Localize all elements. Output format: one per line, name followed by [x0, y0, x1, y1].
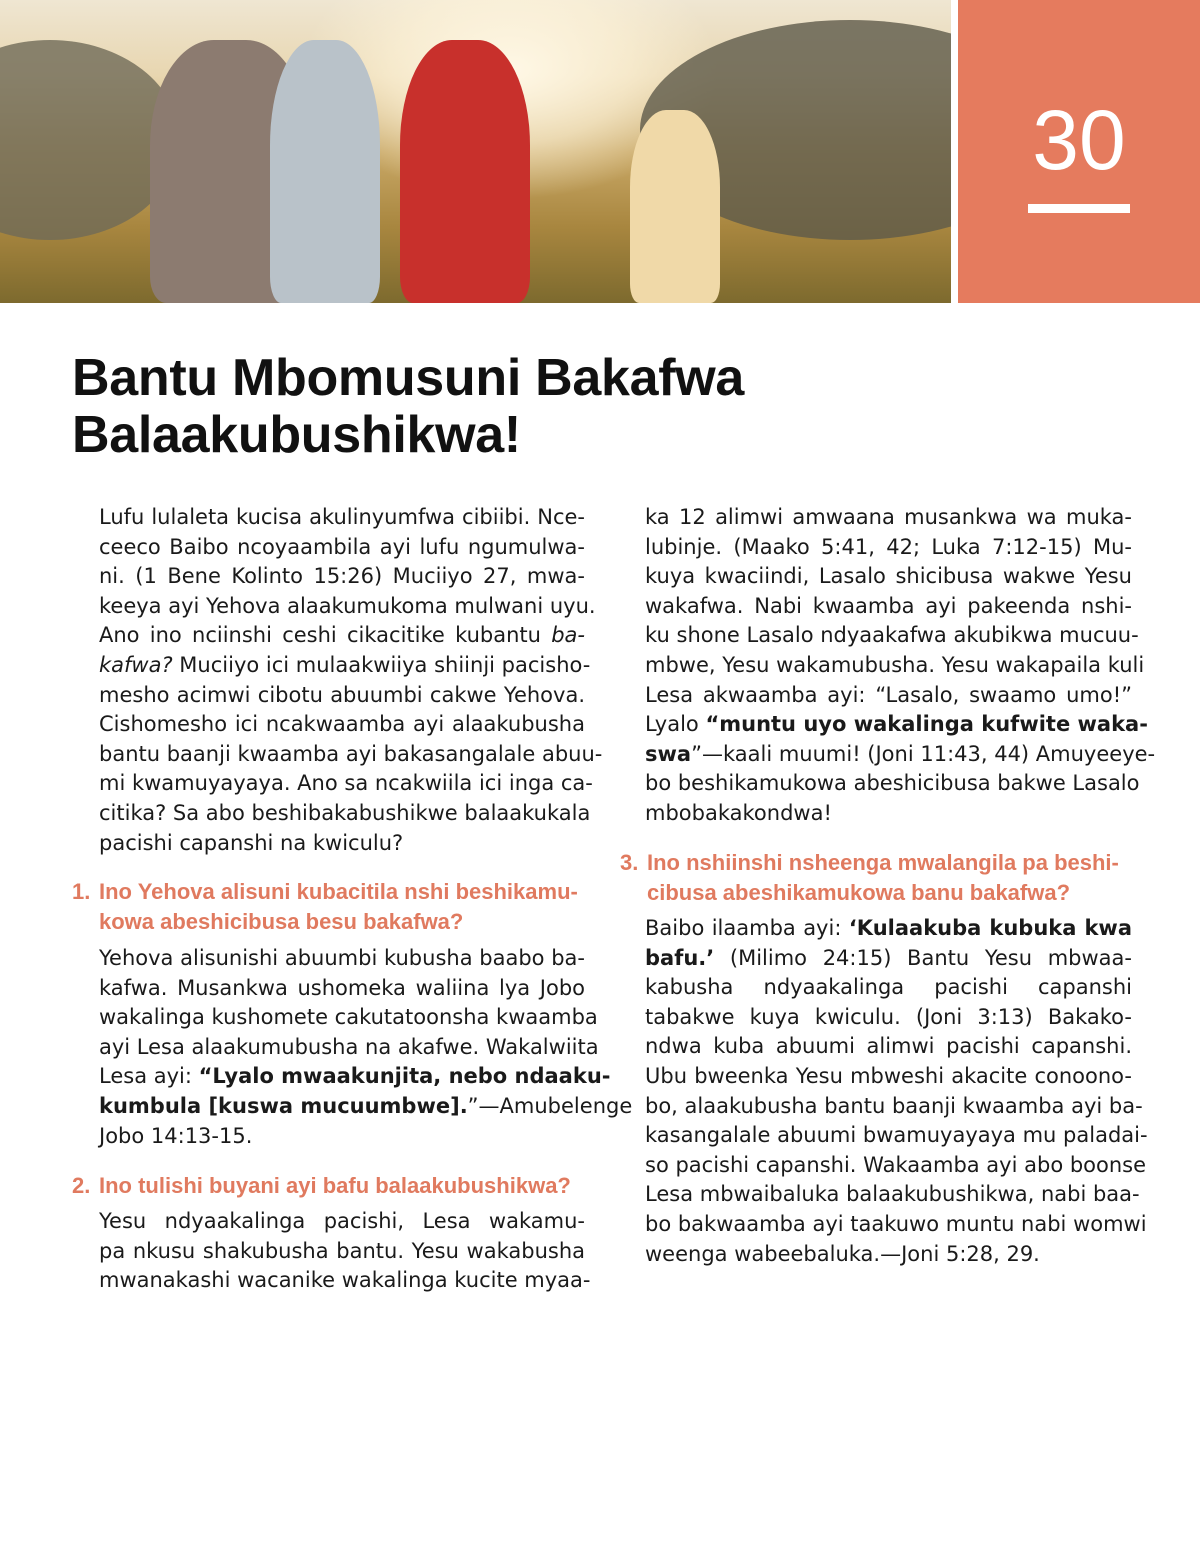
text-line: [99, 944, 585, 974]
text-line: [99, 740, 603, 770]
text-segment: ceeco Baibo ncoyaambila ayi lufu ngumulwa-: [99, 534, 585, 559]
figure-son: [270, 40, 380, 303]
text-line: [645, 710, 1148, 740]
text-line: [99, 1266, 591, 1296]
text-segment: ni. (1 Bene Kolinto 15:26) Muciiyo 27, mwa-: [99, 564, 585, 589]
bold-quote-text: swa: [645, 741, 692, 766]
text-segment: kasangalale abuumi bwamuyayaya mu paladai-: [645, 1123, 1148, 1148]
text-segment: Jobo 14:13-15.: [99, 1123, 253, 1148]
text-segment: ”—kaali muumi! (Joni 11:43, 44) Amuyeeye-: [691, 741, 1156, 766]
text-segment: mwanakashi wacanike wakalinga kucite myaa-: [99, 1268, 591, 1293]
text-segment: citika? Sa abo beshibakabushikwe balaakukala: [99, 800, 591, 825]
text-segment: pa nkusu shakubusha bantu. Yesu wakabusha: [99, 1238, 585, 1263]
bold-quote-text: kumbula [kuswa mucuumbwe].: [99, 1093, 468, 1118]
bold-quote-text: bafu.’: [645, 945, 715, 970]
text-line: [99, 681, 585, 711]
text-segment: wakafwa. Nabi kwaamba ayi pakeenda nshi-: [645, 593, 1132, 618]
page-title: [72, 350, 744, 464]
page-title-line: Balaakubushikwa!: [72, 406, 521, 464]
text-line: [99, 503, 585, 533]
text-line: [645, 503, 1132, 533]
text-line: [99, 799, 591, 829]
bold-quote-text: “Lyalo mwaakunjita, nebo ndaaku-: [198, 1064, 611, 1089]
text-line: [645, 1210, 1147, 1240]
text-segment: wakalinga kushomete cakutatoonsha kwaamba: [99, 1005, 598, 1030]
text-segment: lubinje. (Maako 5:41, 42; Luka 7:12-15) Mu-: [645, 534, 1132, 559]
answer-paragraph-2: [99, 1207, 591, 1296]
text-segment: Yesu ndyaakalinga pacishi, Lesa wakamu-: [99, 1209, 585, 1233]
question-text-line: cibusa abeshikamukowa banu bakafwa?: [647, 879, 1071, 905]
text-line: [99, 592, 596, 622]
question-text-line: Ino Yehova alisuni kubacitila nshi beshikamu-: [99, 879, 578, 904]
text-segment: Ano ino nciinshi ceshi cikacitike kubantu: [99, 623, 552, 648]
text-line: [645, 592, 1132, 622]
text-segment: Lesa ayi:: [99, 1064, 199, 1089]
question-text-line: Ino tulishi buyani ayi bafu balaakubushikwa?: [99, 1173, 571, 1198]
text-segment: ku shone Lasalo ndyaakafwa akubikwa mucuu-: [645, 623, 1139, 648]
text-segment: bo bakwaamba ayi taakuwo muntu nabi womwi: [645, 1211, 1147, 1236]
text-segment: Baibo ilaamba ayi:: [645, 916, 849, 940]
figure-daughter: [630, 110, 720, 303]
text-line: [645, 914, 1132, 944]
text-segment: mi kwamuyayaya. Ano sa ncakwiila ici inga ca-: [99, 771, 593, 796]
text-line: [99, 533, 585, 563]
text-segment: Ubu bweenka Yesu mbweshi akacite conoono-: [645, 1063, 1132, 1088]
text-line: [645, 1240, 1132, 1270]
answer-paragraph-3: [645, 914, 1148, 1269]
text-segment: ayi Lesa alaakumubusha na akafwe. Wakalwiita: [99, 1034, 599, 1059]
text-segment: mbwe, Yesu wakamubusha. Yesu wakapaila kuli: [645, 652, 1145, 677]
question-number: 3.: [620, 850, 639, 875]
text-line: [645, 1003, 1132, 1033]
text-line: [99, 1207, 585, 1237]
text-segment: mbobakakondwa!: [645, 800, 832, 825]
question-number: 1.: [72, 879, 91, 904]
text-segment: Lufu lulaleta kucisa akulinyumfwa cibiibi. Nce-: [99, 505, 585, 529]
text-line: [99, 651, 591, 681]
text-line: [99, 1237, 585, 1267]
text-line: [645, 681, 1132, 711]
text-line: [645, 1151, 1147, 1181]
text-line: [645, 1092, 1143, 1122]
text-line: [99, 974, 585, 1004]
text-segment: Muciiyo ici mulaakwiiya shiinji pacisho-: [172, 652, 591, 677]
text-line: [645, 1032, 1132, 1062]
italic-text: ba-: [551, 623, 585, 648]
text-line: [99, 710, 585, 740]
text-segment: kafwa. Musankwa ushomeka waliina lya Jobo: [99, 975, 585, 1000]
text-segment: ndwa kuba abuumi alimwi pacishi capanshi.: [645, 1034, 1132, 1059]
question-3: [620, 848, 1140, 907]
text-line: [99, 562, 585, 592]
bold-quote-text: ‘Kulaakuba kubuka kwa: [848, 916, 1133, 940]
text-segment: tabakwe kuya kwiculu. (Joni 3:13) Bakako-: [645, 1004, 1132, 1029]
answer-paragraph-1: [99, 944, 633, 1151]
text-segment: ”—Amubelenge: [467, 1093, 633, 1118]
bold-quote-text: “muntu uyo wakalinga kufwite waka-: [705, 712, 1148, 737]
answer-paragraph-2-continued: [645, 503, 1156, 829]
text-segment: so pacishi capanshi. Wakaamba ayi abo boonse: [645, 1152, 1147, 1177]
text-line: [645, 562, 1132, 592]
question-2: [72, 1171, 592, 1201]
text-segment: keeya ayi Yehova alaakumukoma mulwani uyu.: [99, 593, 596, 618]
text-line: [99, 1092, 633, 1122]
text-line: [99, 1033, 599, 1063]
hero-photo-family-embracing-in-field: [0, 0, 951, 303]
italic-text: kafwa?: [99, 652, 173, 677]
text-segment: weenga wabeebaluka.—Joni 5:28, 29.: [645, 1241, 1040, 1266]
text-line: [645, 651, 1145, 681]
chapter-number-underline: [1028, 204, 1130, 213]
text-segment: mesho acimwi cibotu abuumbi cakwe Yehova.: [99, 682, 585, 707]
page-title-line: Bantu Mbomusuni Bakafwa: [72, 349, 745, 407]
text-segment: bantu baanji kwaamba ayi bakasangalale abuu-: [99, 741, 603, 766]
question-1: [72, 877, 592, 936]
question-text-line: kowa abeshicibusa besu bakafwa?: [99, 908, 464, 934]
text-segment: kabusha ndyaakalinga pacishi capanshi: [645, 975, 1132, 1000]
text-line: [645, 533, 1132, 563]
text-segment: ka 12 alimwi amwaana musankwa wa muka-: [645, 505, 1132, 529]
text-line: [99, 1003, 598, 1033]
text-segment: Yehova alisunishi abuumbi kubusha baabo ba-: [99, 946, 585, 970]
text-line: [99, 769, 593, 799]
chapter-number: 30: [1032, 93, 1126, 187]
text-segment: Cishomesho ici ncakwaamba ayi alaakubusha: [99, 712, 585, 737]
text-segment: bo, alaakubusha bantu baanji kwaamba ayi ba-: [645, 1093, 1143, 1118]
text-line: [645, 944, 1132, 974]
text-segment: Lesa akwaamba ayi: “Lasalo, swaamo umo!”: [645, 682, 1132, 707]
text-line: [645, 1121, 1148, 1151]
text-line: [99, 1122, 585, 1152]
question-number: 2.: [72, 1173, 91, 1198]
intro-paragraph: [99, 503, 603, 858]
text-line: [99, 1062, 611, 1092]
text-segment: pacishi capanshi na kwiculu?: [99, 830, 404, 855]
text-line: [645, 799, 1132, 829]
text-line: [99, 621, 585, 651]
text-line: [99, 829, 585, 859]
text-segment: bo beshikamukowa abeshicibusa bakwe Lasalo: [645, 771, 1140, 796]
text-segment: kuya kwaciindi, Lasalo shicibusa wakwe Yesu: [645, 564, 1132, 589]
text-line: [645, 1062, 1132, 1092]
question-text-line: Ino nshiinshi nsheenga mwalangila pa beshi-: [647, 850, 1119, 875]
figure-mother: [400, 40, 530, 303]
text-line: [645, 769, 1140, 799]
text-line: [645, 740, 1156, 770]
chapter-number-panel: [958, 0, 1200, 303]
text-line: [645, 621, 1139, 651]
text-segment: Lesa mbwaibaluka balaakubushikwa, nabi baa-: [645, 1182, 1140, 1207]
text-line: [645, 973, 1132, 1003]
text-segment: Lyalo: [645, 712, 706, 737]
text-segment: (Milimo 24:15) Bantu Yesu mbwaa-: [714, 945, 1132, 970]
text-line: [645, 1180, 1140, 1210]
